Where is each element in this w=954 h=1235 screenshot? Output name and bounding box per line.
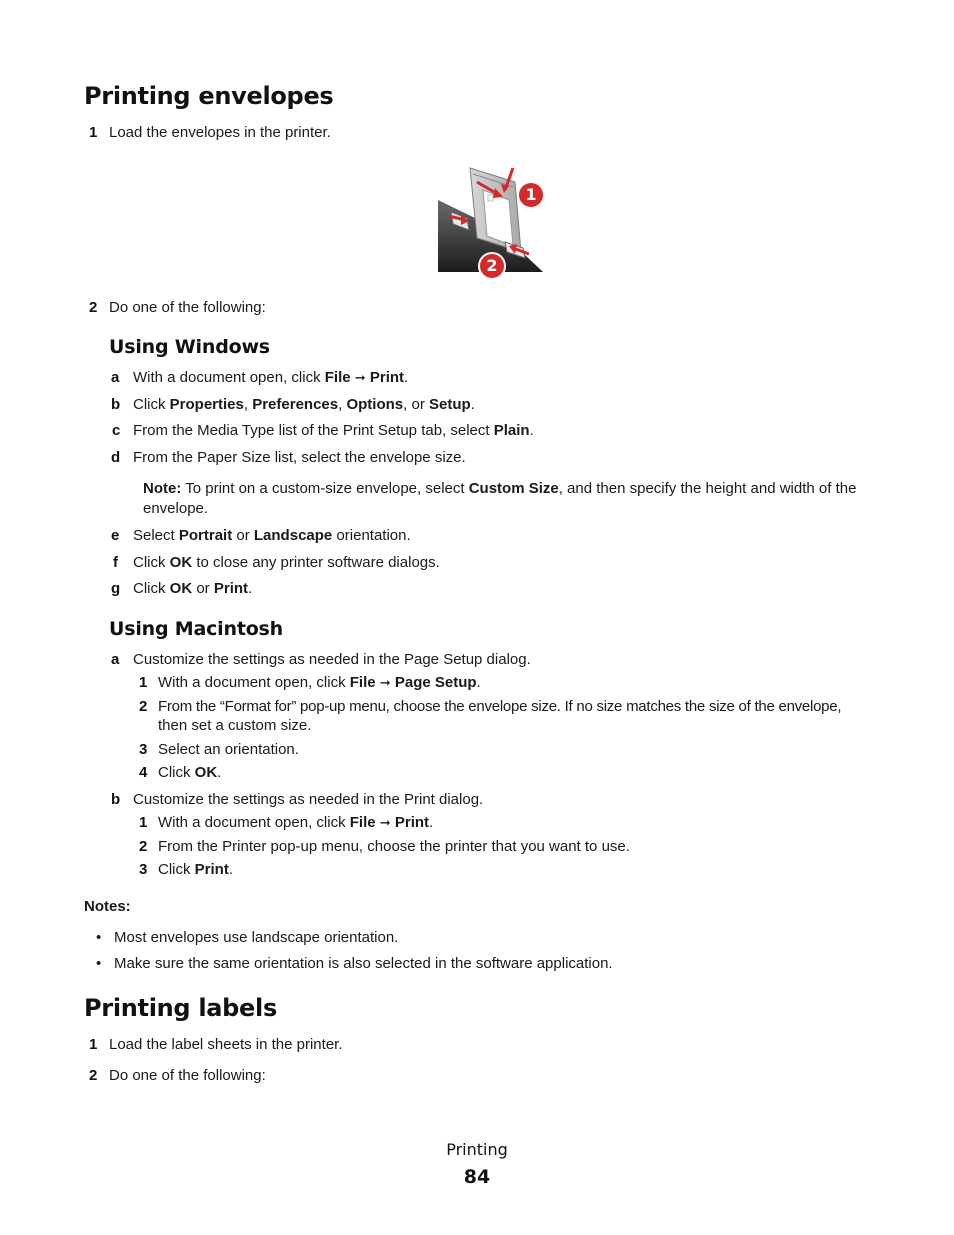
step-number: 3: [139, 741, 148, 758]
substep-letter: b: [111, 396, 121, 413]
substep-letter: b: [111, 791, 121, 808]
step-text: Click OK.: [158, 764, 222, 781]
arrow-right-icon: ➞: [379, 816, 391, 831]
note-item: Make sure the same orientation is also selected in the software application.: [114, 955, 613, 972]
step-text: With a document open, click File ➞ Page Setup.: [158, 674, 481, 691]
step-text: Click Print.: [158, 861, 234, 878]
substep-text: From the Media Type list of the Print Setup tab, select Plain.: [133, 422, 534, 439]
step-text: With a document open, click File ➞ Print.: [158, 814, 434, 831]
step-text-line2: then set a custom size.: [158, 717, 312, 734]
substep-text: Select Portrait or Landscape orientation.: [133, 527, 411, 544]
step-text: From the Printer pop-up menu, choose the printer that you want to use.: [158, 838, 630, 855]
step-number: 2: [89, 299, 98, 316]
bullet-icon: •: [96, 955, 102, 972]
bullet-icon: •: [96, 929, 102, 946]
step-number: 2: [139, 838, 148, 855]
printer-envelope-illustration: [437, 160, 551, 282]
substep-letter: a: [111, 369, 120, 386]
substep-text: Click OK or Print.: [133, 580, 253, 597]
callout-badge-1: 1: [517, 181, 545, 209]
substep-text: Customize the settings as needed in the Print dialog.: [133, 791, 484, 808]
note-item: Most envelopes use landscape orientation.: [114, 929, 399, 946]
step-number: 2: [89, 1067, 98, 1084]
step-number: 1: [89, 1036, 98, 1053]
note-text-line2: envelope.: [143, 500, 209, 517]
step-number: 2: [139, 698, 148, 715]
step-text: From the “Format for” pop-up menu, choose the envelope size. If no size matches the size of the envelope,: [158, 698, 842, 715]
section-title-printing-labels: Printing labels: [84, 994, 277, 1022]
substep-text: Customize the settings as needed in the Page Setup dialog.: [133, 651, 531, 668]
callout-badge-2: 2: [478, 252, 506, 280]
subheading-using-macintosh: Using Macintosh: [109, 618, 283, 640]
step-number: 1: [89, 124, 98, 141]
substep-letter: a: [111, 651, 120, 668]
step-number: 3: [139, 861, 148, 878]
substep-letter: c: [112, 422, 121, 439]
arrow-right-icon: ➞: [379, 676, 391, 691]
step-number: 1: [139, 814, 148, 831]
note-text: Note: To print on a custom-size envelope, select Custom Size, and then specify the height and width of the: [143, 480, 857, 497]
step-text: Do one of the following:: [109, 1067, 266, 1084]
page-number: 84: [463, 1166, 491, 1188]
substep-text: With a document open, click File ➞ Print.: [133, 369, 409, 386]
step-text: Select an orientation.: [158, 741, 299, 758]
step-number: 4: [139, 764, 148, 781]
subheading-using-windows: Using Windows: [109, 336, 270, 358]
section-title-printing-envelopes: Printing envelopes: [84, 82, 334, 110]
substep-letter: e: [111, 527, 120, 544]
notes-label: Notes:: [84, 898, 131, 915]
step-text: Do one of the following:: [109, 299, 266, 316]
footer-chapter-label: Printing: [446, 1140, 508, 1159]
substep-letter: g: [111, 580, 121, 597]
substep-text: Click Properties, Preferences, Options, or Setup.: [133, 396, 475, 413]
substep-text: Click OK to close any printer software dialogs.: [133, 554, 440, 571]
substep-text: From the Paper Size list, select the envelope size.: [133, 449, 466, 466]
arrow-right-icon: ➞: [354, 371, 366, 386]
substep-letter: d: [111, 449, 121, 466]
substep-letter: f: [113, 554, 118, 571]
step-text: Load the envelopes in the printer.: [109, 124, 331, 141]
step-number: 1: [139, 674, 148, 691]
step-text: Load the label sheets in the printer.: [109, 1036, 343, 1053]
